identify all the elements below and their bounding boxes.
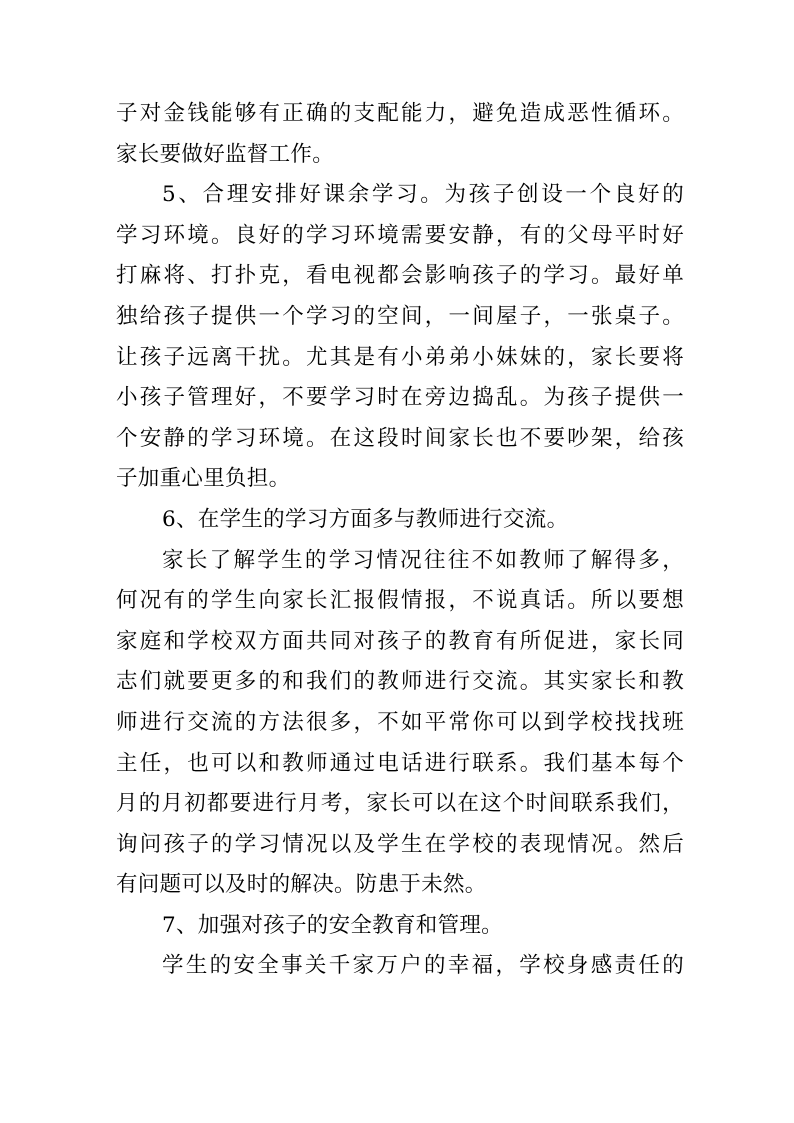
paragraph-line: 家长了解学生的学习情况往往不如教师了解得多，: [162, 547, 684, 573]
paragraph-line: 子对金钱能够有正确的支配能力，避免造成恶性循环。: [116, 101, 684, 126]
paragraph-line: 家庭和学校双方面共同对孩子的教育有所促进，家长同: [116, 628, 684, 654]
section-heading-line: 7、加强对孩子的安全教育和管理。: [162, 912, 503, 938]
document-body: [116, 94, 684, 987]
paragraph-line: 月的月初都要进行月考，家长可以在这个时间联系我们，: [116, 791, 684, 817]
section-heading-line: 6、在学生的学习方面多与教师进行交流。: [162, 506, 569, 532]
paragraph-line: 学生的安全事关千家万户的幸福，学校身感责任的: [162, 953, 684, 979]
paragraph-line: 有问题可以及时的解决。防患于未然。: [116, 872, 487, 898]
paragraph-line: 主任，也可以和教师通过电话进行联系。我们基本每个: [116, 750, 684, 776]
paragraph-line: 志们就要更多的和我们的教师进行交流。其实家长和教: [116, 669, 684, 695]
section-heading-line: 5、合理安排好课余学习。为孩子创设一个良好的: [162, 182, 684, 208]
paragraph-line: 子加重心里负担。: [116, 466, 291, 492]
paragraph-line: 小孩子管理好，不要学习时在旁边捣乱。为孩子提供一: [116, 385, 684, 411]
paragraph-line: 何况有的学生向家长汇报假情报，不说真话。所以要想: [116, 588, 684, 614]
paragraph-line: 个安静的学习环境。在这段时间家长也不要吵架，给孩: [116, 425, 684, 451]
paragraph-line: 学习环境。良好的学习环境需要安静，有的父母平时好: [116, 222, 684, 248]
paragraph-line: 询问孩子的学习情况以及学生在学校的表现情况。然后: [116, 831, 684, 857]
paragraph-line: 打麻将、打扑克，看电视都会影响孩子的学习。最好单: [116, 263, 684, 289]
paragraph-line: 家长要做好监督工作。: [116, 141, 335, 167]
paragraph-line: 独给孩子提供一个学习的空间，一间屋子，一张桌子。: [116, 303, 684, 329]
paragraph-line: 师进行交流的方法很多，不如平常你可以到学校找找班: [116, 709, 684, 735]
paragraph-line: 让孩子远离干扰。尤其是有小弟弟小妹妹的，家长要将: [116, 344, 684, 370]
